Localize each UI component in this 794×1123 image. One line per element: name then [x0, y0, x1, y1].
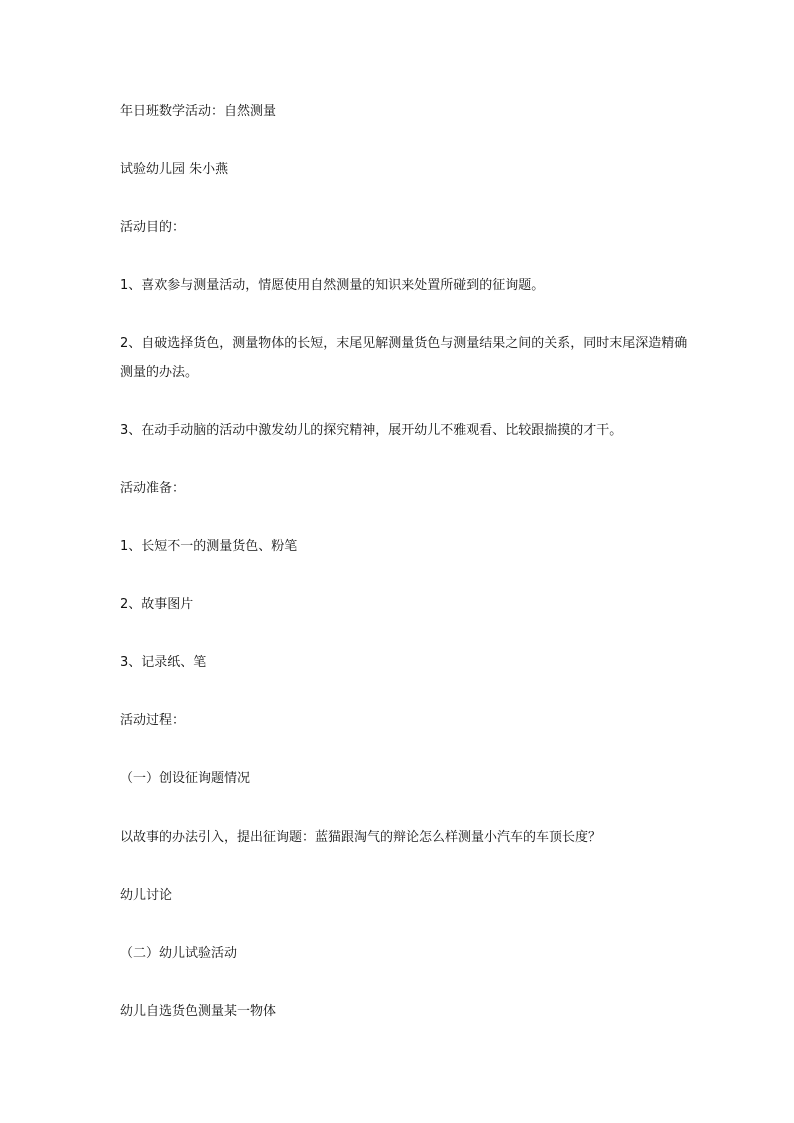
prep-item: 3、记录纸、笔 [120, 655, 207, 670]
prep-heading: 活动准备： [120, 481, 186, 496]
goal-item: 1、喜欢参与测量活动，情愿使用自然测量的知识来处置所碰到的征询题。 [120, 278, 545, 293]
section-title: （一）创设征询题情况 [120, 771, 251, 786]
section-body: 以故事的办法引入，提出征询题：蓝猫跟淘气的辩论怎么样测量小汽车的车顶长度？ [120, 830, 602, 845]
section-title: （二）幼儿试验活动 [120, 946, 238, 961]
author-line: 试验幼儿园 朱小燕 [120, 162, 229, 177]
goals-heading: 活动目的： [120, 220, 186, 235]
prep-item: 1、长短不一的测量货色、粉笔 [120, 539, 298, 554]
section-body: 幼儿自选货色测量某一物体 [120, 1004, 277, 1019]
discussion-line: 幼儿讨论 [120, 888, 173, 903]
document-title: 年日班数学活动：自然测量 [120, 104, 277, 119]
process-heading: 活动过程： [120, 713, 186, 728]
prep-item: 2、故事图片 [120, 597, 194, 612]
goal-item: 2、自破选择货色，测量物体的长短，末尾见解测量货色与测量结果之间的关系，同时末尾深造精确测量的办法。 [120, 336, 688, 380]
goal-item: 3、在动手动脑的活动中激发幼儿的探究精神，展开幼儿不雅观看、比较跟揣摸的才干。 [120, 423, 623, 438]
